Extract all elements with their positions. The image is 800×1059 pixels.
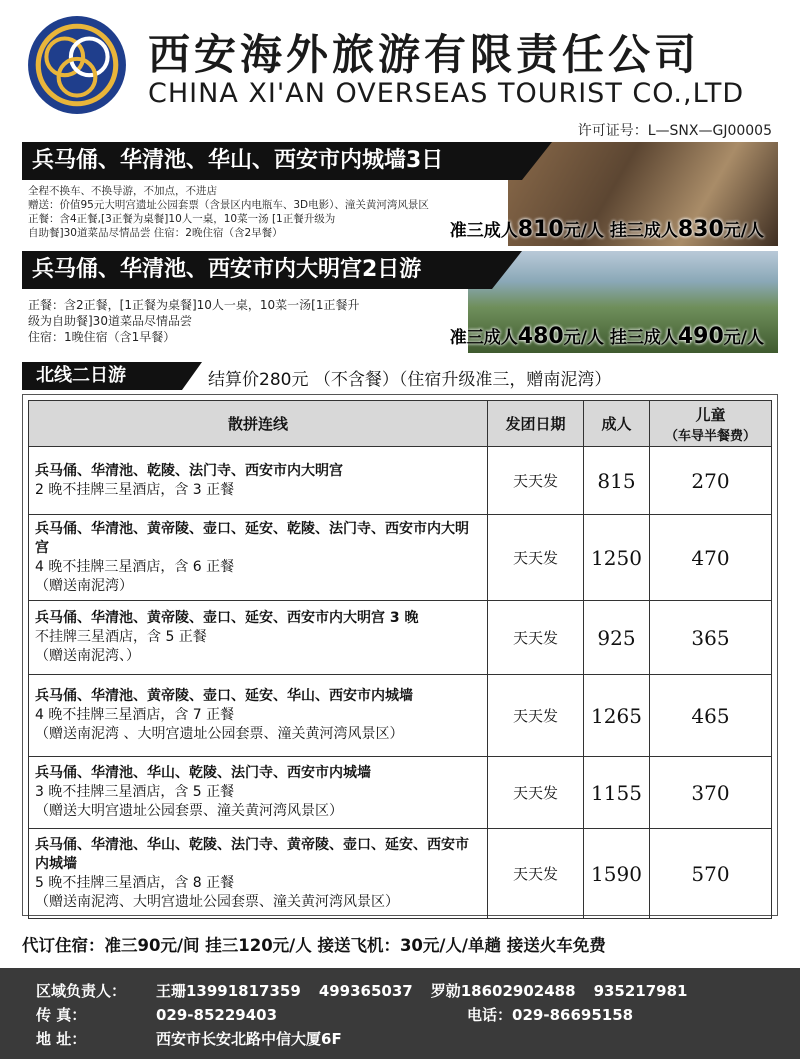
tour-price: 准三成人810元/人 挂三成人830元/人 [449,217,764,242]
table-row [29,675,772,757]
child-price-cell: 470 [650,515,772,601]
tour-description: 全程不换车、不换导游，不加点，不进店 赠送：价值95元大明宫遗址公园套票（含景区内电瓶车、3D电影）、潼关黄河湾风景区 正餐：含4正餐,[3正餐为桌餐]10人一桌，10菜一汤 [1正餐升级为 自助餐]30道菜品尽情品尝 住宿：2晚住宿（含2早餐） [28,185,429,239]
route-cell: 兵马俑、华清池、黄帝陵、壶口、延安、西安市内大明宫 3 晚 不挂牌三星酒店，含 5 正餐 （赠送南泥湾、） [29,601,488,675]
tour-title: 兵马俑、华清池、华山、西安市内城墙3日 [22,142,522,180]
child-price-cell: 570 [650,829,772,919]
route-cell: 兵马俑、华清池、黄帝陵、壶口、延安、华山、西安市内城墙 4 晚不挂牌三星酒店，含 7 正餐 （赠送南泥湾 、大明宫遗址公园套票、潼关黄河湾风景区） [29,675,488,757]
header [0,0,800,120]
adult-price-cell: 925 [584,601,650,675]
table-row [29,757,772,829]
table-row [29,515,772,601]
tour-price: 准三成人480元/人 挂三成人490元/人 [449,324,764,349]
date-cell: 天天发 [488,829,584,919]
tour-title: 兵马俑、华清池、西安市内大明宫2日游 [22,251,492,289]
child-price-cell: 270 [650,447,772,515]
route-cell: 兵马俑、华清池、华山、乾陵、法门寺、黄帝陵、壶口、延安、西安市内城墙 5 晚不挂牌三星酒店，含 8 正餐 （赠送南泥湾、大明宫遗址公园套票、潼关黄河湾风景区） [29,829,488,919]
table-row [29,601,772,675]
north-line-tag: 北线二日游 [22,362,182,390]
header-route: 散拼连线 [29,401,488,447]
adult-price-cell: 1265 [584,675,650,757]
adult-price-cell: 1155 [584,757,650,829]
company-logo-icon [26,14,128,116]
route-cell: 兵马俑、华清池、黄帝陵、壶口、延安、乾陵、法门寺、西安市内大明宫 4 晚不挂牌三星酒店，含 6 正餐 （赠送南泥湾） [29,515,488,601]
date-cell: 天天发 [488,447,584,515]
tour-banner-2day [22,251,778,353]
table-header-row [29,401,772,447]
adult-price-cell: 1250 [584,515,650,601]
north-line-section [22,362,778,392]
date-cell: 天天发 [488,601,584,675]
north-line-price: 结算价280元 （不含餐）（住宿升级准三，赠南泥湾） [208,370,612,390]
table-row [29,829,772,919]
route-cell: 兵马俑、华清池、华山、乾陵、法门寺、西安市内城墙 3 晚不挂牌三星酒店，含 5 正餐 （赠送大明宫遗址公园套票、潼关黄河湾风景区） [29,757,488,829]
adult-price-cell: 1590 [584,829,650,919]
child-price-cell: 465 [650,675,772,757]
child-price-cell: 365 [650,601,772,675]
header-adult: 成人 [584,401,650,447]
contact-footer [0,968,800,1059]
child-price-cell: 370 [650,757,772,829]
adult-price-cell: 815 [584,447,650,515]
route-table [28,400,772,919]
footer-row-address: 地 址： 西安市长安北路中信大厦6F [36,1030,342,1048]
route-table-wrapper [22,394,778,916]
footer-row-manager: 区域负责人： 王珊13991817359 499365037 罗勍18602902488 935217981 [36,982,688,1000]
header-child: 儿童 （车导半餐费） [650,401,772,447]
license-number: 许可证号：L—SNX—GJ00005 [577,123,772,139]
company-name-en: CHINA XI'AN OVERSEAS TOURIST CO.,LTD [148,78,745,109]
extra-services: 代订住宿：准三90元/间 挂三120元/人 接送飞机：30元/人/单趟 接送火车免费 [22,936,606,955]
table-row [29,447,772,515]
tour-description: 正餐：含2正餐，[1正餐为桌餐]10人一桌，10菜一汤[1正餐升 级为自助餐]30道菜品尽情品尝 住宿：1晚住宿（含1早餐） [28,298,360,344]
company-name-cn: 西安海外旅游有限责任公司 [148,30,701,79]
date-cell: 天天发 [488,675,584,757]
header-date: 发团日期 [488,401,584,447]
footer-row-fax: 传 真： 029-85229403 电话：029-86695158 [36,1006,634,1024]
route-cell: 兵马俑、华清池、乾陵、法门寺、西安市内大明宫 2 晚不挂牌三星酒店，含 3 正餐 [29,447,488,515]
date-cell: 天天发 [488,757,584,829]
date-cell: 天天发 [488,515,584,601]
tour-banner-3day [22,142,778,246]
